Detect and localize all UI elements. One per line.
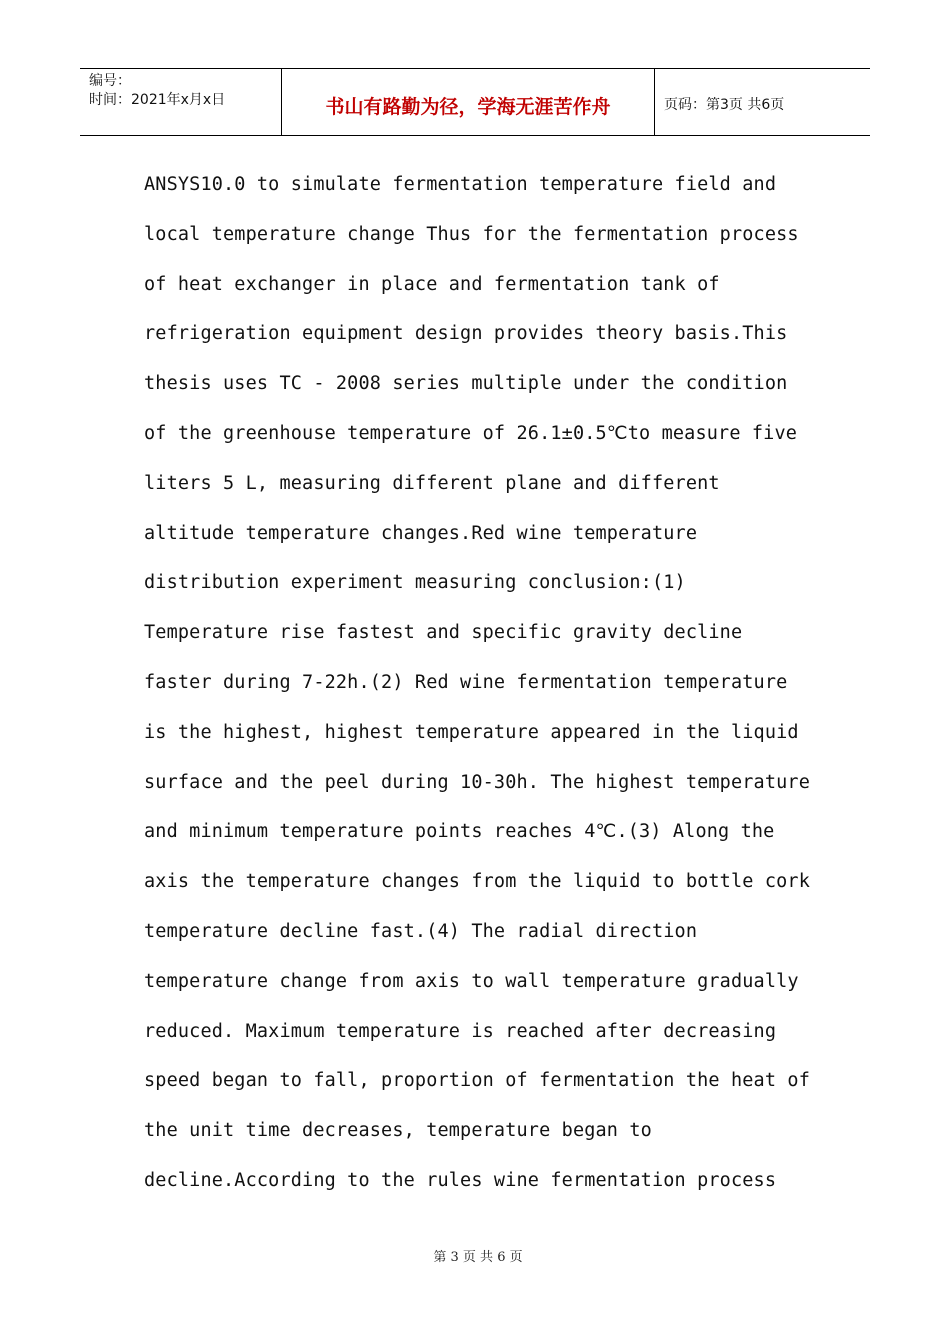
- body-line: reduced. Maximum temperature is reached after decreasing: [144, 1020, 777, 1042]
- header-meta: [80, 69, 282, 135]
- body-line: faster during 7-22h.(2) Red wine fermentation temperature: [144, 671, 788, 693]
- body-line: the unit time decreases, temperature began to: [144, 1120, 652, 1142]
- body-line: Temperature rise fastest and specific gravity decline: [144, 622, 743, 644]
- body-line: temperature change from axis to wall temperature gradually: [144, 970, 799, 992]
- document-number-label: 编号：: [89, 73, 131, 89]
- body-line: altitude temperature changes.Red wine temperature: [144, 522, 698, 544]
- header-page-info: 页码：第3页 共6页: [664, 97, 785, 113]
- body-line: axis the temperature changes from the liquid to bottle cork: [144, 871, 810, 893]
- body-line: distribution experiment measuring conclusion:(1): [144, 572, 686, 594]
- body-line: of the greenhouse temperature of 26.1±0.5℃to measure five: [144, 422, 798, 444]
- body-line: thesis uses TC - 2008 series multiple under the condition: [144, 373, 788, 395]
- body-line: and minimum temperature points reaches 4℃.(3) Along the: [144, 821, 775, 843]
- body-line: decline.According to the rules wine fermentation process: [144, 1169, 777, 1191]
- body-line: ANSYS10.0 to simulate fermentation temperature field and: [144, 174, 777, 195]
- body-line: liters 5 L, measuring different plane and different: [144, 472, 720, 494]
- document-date-label: 时间：2021年x月x日: [89, 92, 226, 108]
- body-line: speed began to fall, proportion of fermentation the heat of: [144, 1070, 810, 1092]
- page-footer: 第 3 页 共 6 页: [433, 1250, 523, 1265]
- header-motto: 书山有路勤为径，学海无涯苦作舟: [282, 69, 655, 135]
- body-line: is the highest, highest temperature appeared in the liquid: [144, 721, 799, 743]
- body-line: refrigeration equipment design provides theory basis.This: [144, 323, 788, 345]
- body-line: surface and the peel during 10-30h. The highest temperature: [144, 771, 810, 793]
- body-line: local temperature change Thus for the fermentation process: [144, 223, 799, 245]
- body-line: temperature decline fast.(4) The radial direction: [144, 920, 698, 942]
- document-body: [144, 160, 824, 1206]
- page-header: [80, 68, 870, 136]
- body-line: of heat exchanger in place and fermentation tank of: [144, 273, 720, 295]
